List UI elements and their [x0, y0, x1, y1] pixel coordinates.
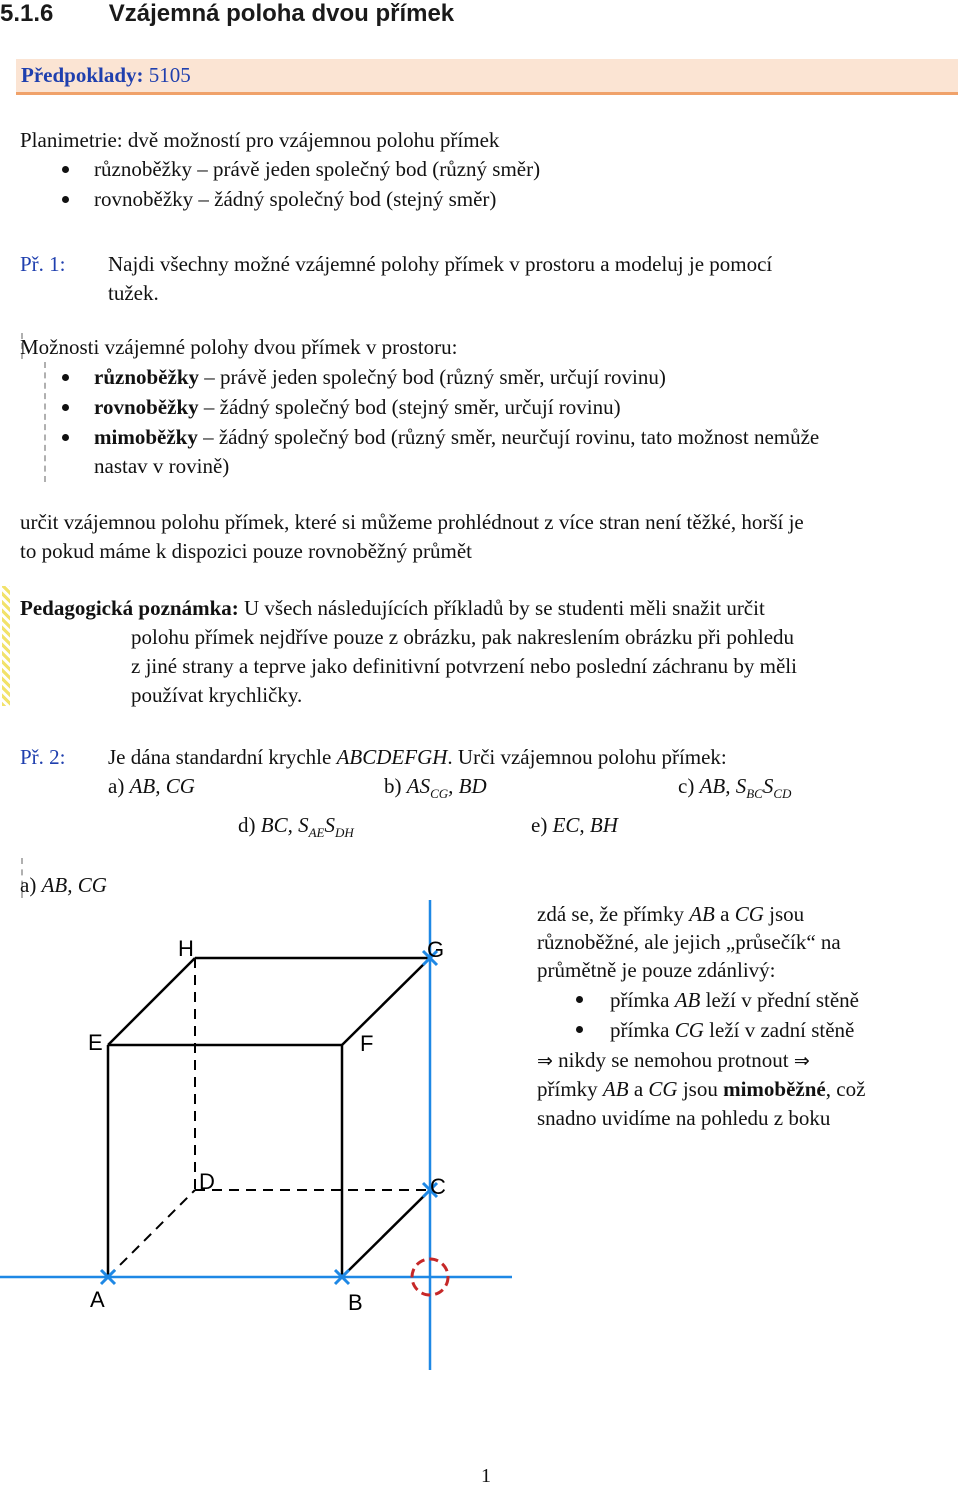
vertex-label-b: B [348, 1290, 363, 1315]
section-title: Vzájemná poloha dvou přímek [108, 0, 455, 27]
explanation-line: zdá se, že přímky AB a CG jsou [537, 902, 805, 926]
pedagogic-line: z jiné strany a teprve jako definitivní potvrzení nebo poslední záchranu by měli [131, 654, 797, 678]
example-2-label: Př. 2: [20, 745, 66, 769]
cube-edges [108, 958, 430, 1277]
part-a-heading: a) AB, CG [20, 873, 107, 897]
prerequisites-bar [16, 59, 958, 95]
section-number: 5.1.6 [0, 0, 54, 27]
list-item: rovnoběžky – žádný společný bod (stejný směr, určují rovinu) [94, 395, 621, 419]
list-item: různoběžky – právě jeden společný bod (různý směr) [94, 157, 541, 181]
bullet-icon [62, 166, 69, 173]
task-d: d) BC, $S_{AE}S_{DH}$ [238, 813, 354, 840]
bullet-icon [576, 996, 583, 1003]
vertex-label-e: E [88, 1030, 103, 1055]
example-1-text: Najdi všechny možné vzájemné polohy přímek v prostoru a modeluj je pomocí [108, 252, 773, 276]
vertex-label-a: A [90, 1287, 105, 1312]
example-1-label: Př. 1: [20, 252, 66, 276]
pedagogic-line: polohu přímek nejdříve pouze z obrázku, pak nakreslením obrázku při pohledu [131, 625, 795, 649]
explanation-line: ⇒ nikdy se nemohou protnout ⇒ [537, 1048, 810, 1072]
explanation-line: přímky AB a CG jsou mimoběžné, což [537, 1077, 866, 1101]
task-e: e) EC, BH [531, 813, 618, 837]
task-c: c) AB, $S_{BC}S_{CD}$ [678, 774, 792, 801]
bullet-icon [576, 1026, 583, 1033]
margin-marker [44, 362, 46, 482]
pedagogic-line: používat krychličky. [131, 683, 303, 707]
bullet-icon [62, 196, 69, 203]
explanation-bullet: přímka AB leží v přední stěně [610, 988, 859, 1012]
bullet-icon [62, 374, 69, 381]
page-title [0, 0, 454, 28]
vertex-label-c: C [430, 1174, 446, 1199]
cube-figure [0, 890, 520, 1370]
page-number: 1 [481, 1465, 491, 1487]
bullet-icon [62, 434, 69, 441]
planimetry-intro: Planimetrie: dvě možností pro vzájemnou polohu přímek [20, 128, 500, 152]
pedagogic-line: Pedagogická poznámka: U všech následujících příkladů by se studenti měli snažit určit [20, 596, 765, 620]
vertex-label-d: D [199, 1169, 215, 1194]
list-item: mimoběžky – žádný společný bod (různý směr, neurčují rovinu, tato možnost nemůže [94, 425, 820, 449]
list-item-cont: nastav v rovině) [94, 454, 230, 478]
task-a: a) AB, CG [108, 774, 195, 798]
vertex-label-f: F [360, 1031, 374, 1056]
example-2-text: Je dána standardní krychle ABCDEFGH. Urči vzájemnou polohu přímek: [108, 745, 727, 769]
implies-icon: ⇒ [793, 1050, 810, 1072]
explanation-line: průmětně je pouze zdánlivý: [537, 958, 776, 982]
bullet-icon [62, 404, 69, 411]
list-item: rovnoběžky – žádný společný bod (stejný směr) [94, 187, 497, 211]
pedagogic-marker [2, 586, 10, 706]
example-1-text-cont: tužek. [108, 281, 159, 305]
vertex-label-g: G [427, 937, 445, 962]
paragraph-line: to pokud máme k dispozici pouze rovnoběžný průmět [20, 539, 472, 563]
paragraph-line: určit vzájemnou polohu přímek, které si můžeme prohlédnout z více stran není těžké, horší je [20, 510, 804, 534]
task-b: b) $AS_{CG}$, BD [384, 774, 487, 801]
explanation-line: snadno uvidíme na pohledu z boku [537, 1106, 831, 1130]
space-intro: Možnosti vzájemné polohy dvou přímek v prostoru: [20, 335, 458, 359]
explanation-bullet: přímka CG leží v zadní stěně [610, 1018, 855, 1042]
pedagogic-label: Pedagogická poznámka: [20, 596, 239, 620]
prerequisites-value: 5105 [148, 63, 191, 87]
prerequisites-label: Předpoklady: [21, 63, 144, 87]
explanation-line: různoběžné, ale jejich „průsečík“ na [537, 930, 841, 954]
list-item: různoběžky – právě jeden společný bod (různý směr, určují rovinu) [94, 365, 666, 389]
implies-icon: ⇒ [537, 1050, 553, 1072]
vertex-label-h: H [178, 936, 194, 961]
